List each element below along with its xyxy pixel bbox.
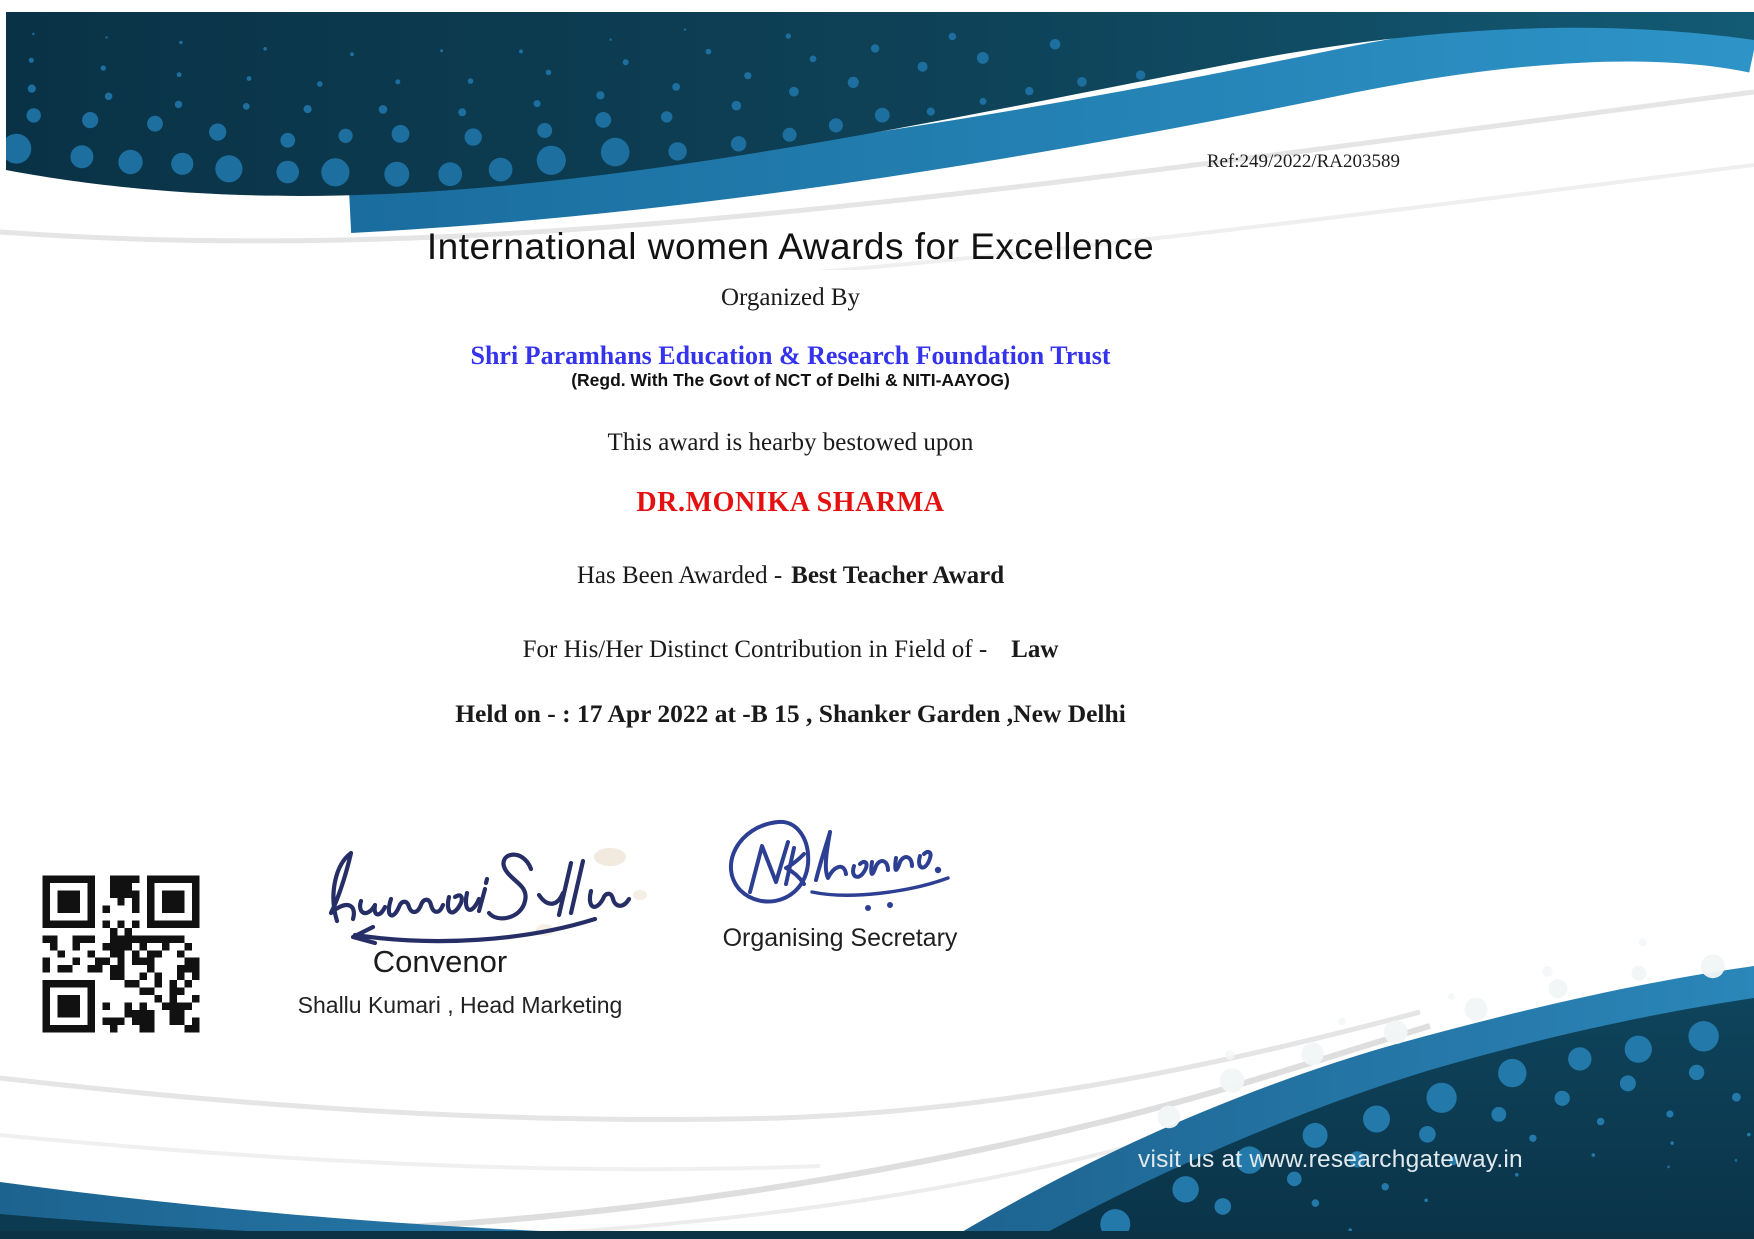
certificate-title: International women Awards for Excellence xyxy=(426,226,1155,267)
organized-by-label: Organized By xyxy=(720,284,861,311)
bottom-edge-strip xyxy=(0,1231,1754,1239)
organization-name: Shri Paramhans Education & Research Foundation Trust xyxy=(470,341,1111,370)
qr-code xyxy=(35,868,207,1040)
organising-secretary-role-label: Organising Secretary xyxy=(722,924,958,952)
award-line xyxy=(0,562,1581,590)
handwritten-signature-nk-khanna xyxy=(700,808,980,928)
wave-shadow-line xyxy=(0,1135,820,1169)
convenor-name-label: Shallu Kumari , Head Marketing xyxy=(297,992,623,1018)
handwritten-signature-kumari-shallu xyxy=(295,835,695,955)
award-line-prefix: Has Been Awarded - xyxy=(576,562,783,589)
organization-registration: (Regd. With The Govt of NCT of Delhi & NITI-AAYOG) xyxy=(571,370,1010,390)
wave-shadow-line xyxy=(0,1012,1420,1120)
award-title: Best Teacher Award xyxy=(791,562,1005,589)
header-wave-decoration xyxy=(0,0,1754,270)
reference-number: Ref:249/2022/RA203589 xyxy=(1206,151,1400,172)
footer-wave-decoration xyxy=(0,930,1754,1239)
event-details: Held on - : 17 Apr 2022 at -B 15 , Shanker Garden ,New Delhi xyxy=(455,699,1126,728)
field-line xyxy=(0,636,1581,664)
field-line-prefix: For His/Her Distinct Contribution in Field of - xyxy=(522,636,988,663)
bestowed-text: This award is hearby bestowed upon xyxy=(607,429,974,456)
recipient-name: DR.MONIKA SHARMA xyxy=(636,487,945,518)
convenor-role-label: Convenor xyxy=(372,944,508,979)
field-value: Law xyxy=(1011,636,1059,663)
website-link-text: visit us at www.researchgateway.in xyxy=(1138,1146,1523,1173)
